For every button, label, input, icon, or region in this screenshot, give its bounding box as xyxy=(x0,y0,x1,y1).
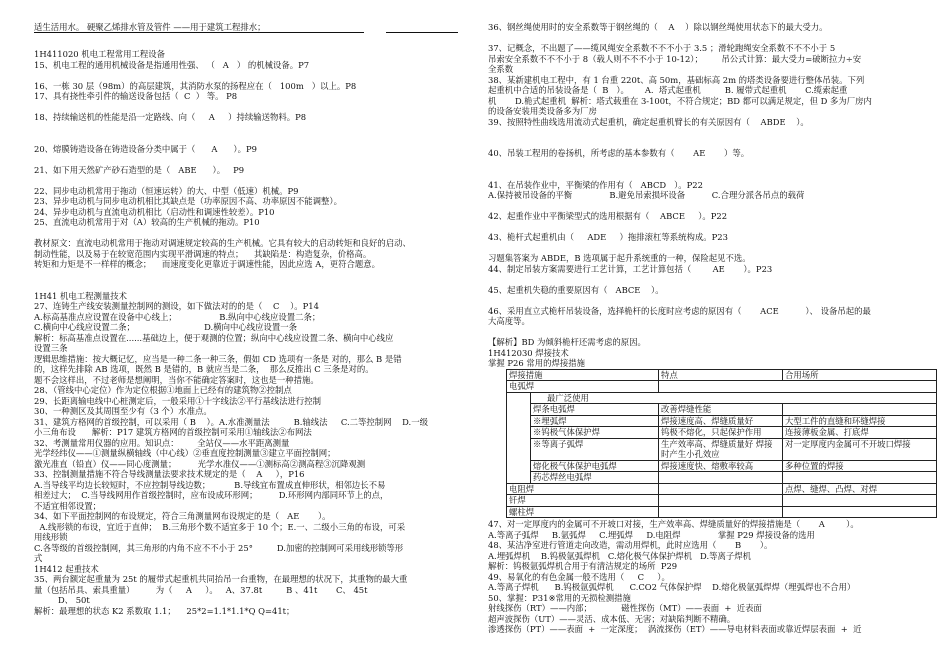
table-cell-method: ※等离子弧焊 xyxy=(531,438,659,460)
text-line xyxy=(488,243,928,254)
text-line xyxy=(34,39,472,50)
text-line: 33、控制测量措施不符合导线测量法要求技术规定的是（ A ），P16 xyxy=(34,469,305,479)
text-line: 渗透探伤（PT）——表面 + 一定深度； 涡流探伤（ET）——导电材料表面或靠近焊层表面 + 近 xyxy=(488,624,862,634)
text-line: 22、同步电动机常用于拖动（恒速运转）的大、中型（低速）机械。P9 xyxy=(34,185,299,196)
header-underline-short xyxy=(386,32,458,33)
text-line: 40、吊装工程用的卷扬机，所考虑的基本参数有（ AE ）等。 xyxy=(488,148,750,158)
text-line xyxy=(34,123,472,134)
text-line: 小三角布设 解析：P17 建筑方格网的首级控制可采用①轴线法②布网法 xyxy=(34,427,312,437)
table-cell-feature xyxy=(659,495,783,507)
text-line: 1H41 机电工程测量技术 xyxy=(34,290,127,301)
table-cell-feature xyxy=(659,472,783,484)
text-line xyxy=(488,222,928,233)
text-line xyxy=(34,154,472,165)
table-cell-usage xyxy=(783,506,937,518)
text-line: 34、如下平面控制网的布设规定，符合三角测量网布设规定的是（ AE ）。 xyxy=(34,511,331,521)
text-line: 30、一种测区及其周围至少有（3 个）水准点。 xyxy=(34,406,212,416)
table-cell-usage xyxy=(783,472,937,484)
table-cell-usage xyxy=(783,495,937,507)
text-line xyxy=(488,295,928,306)
text-line: A.线形锁的布设，宜近于直伸； B.三角形个数不适宜多于 10 个；E.一、二级小三角的布设，可采 xyxy=(34,521,406,532)
text-line: 激光准直（铅直）仪——同心度测量； 光学水准仪——①测标高②测高程③沉降观测 xyxy=(34,458,366,469)
text-line: C.横向中心线应设置二条； D.横向中心线应设置一条 xyxy=(34,322,297,332)
text-line: 的设备安装用类设备多为厂房 xyxy=(488,106,597,116)
text-line: 46、采用直立式桅杆吊装设备，选择桅杆的长度时应考虑的原因有（ ACE ）、 设备吊起的最 xyxy=(488,305,871,316)
text-line: 不适宜相邻设置； xyxy=(34,500,101,511)
text-line xyxy=(34,270,472,281)
text-line: 式 xyxy=(34,553,43,563)
text-line xyxy=(488,274,928,285)
text-line: A.标高基准点应设置在设备中心线上； B.纵向中心线应设置二条； xyxy=(34,311,321,322)
text-line: 全系数 xyxy=(488,64,514,74)
text-line: 23、异步电动机与同步电动机相比其缺点是（功率原因不高、功率原因不能调整）。 xyxy=(34,196,342,206)
table-header-row xyxy=(507,369,937,381)
text-line: 教材原文：直流电动机常用于拖动对调速规定较高的生产机械。它具有较大的启动转矩和良好的启动、 xyxy=(34,238,411,248)
table-cell-method: 电弧焊 xyxy=(507,381,659,393)
text-line xyxy=(488,138,928,149)
text-line: 题不会这样出，不过老师是想阐明，当你不能确定答案时，这也是一种措施。 xyxy=(34,374,319,385)
text-line: 光学经纬仪——①测量纵横轴线（中心线）②垂直度控制测量③建立平面控制网； xyxy=(34,448,336,458)
table-cell-feature: 焊接速度快、熔敷率较高 xyxy=(659,460,783,472)
text-line: 42、起重作业中平衡梁型式的选用根据有（ ABCE ）。P22 xyxy=(488,211,728,221)
text-line: A.当导线平均边长较短时，不应控制导线边数； B.导线宜布置成直伸形状，相邻边长不易 xyxy=(34,479,386,490)
table-header-cell: 合用场所 xyxy=(783,369,937,381)
text-line: 35、两台额定起重量为 25t 的履带式起重机共同抬吊一台重物，在最理想的状况下，其重物的最大重 xyxy=(34,574,408,584)
table-cell-usage: 连接薄板金属、打底焊 xyxy=(783,427,937,439)
text-line: 18、持续输送机的性能是沿一定路线、向（ A ）持续输送物料。P8 xyxy=(34,112,307,122)
text-line: 转矩和力矩是不一样样的概念； 而速度变化更靠近于调速性能，因此应选 A，更符合题意。 xyxy=(34,259,380,269)
text-line: 43、桅杆式起重机由（ ADE ）拖排滚杠等系统构成。P23 xyxy=(488,232,728,242)
text-line: 38、某新建机电工程中，有 1 台重 220t、高 50m，基础标高 2m 的塔类设备要进行整体吊装。下列 xyxy=(488,74,865,85)
text-line: A.等离子弧焊 B.氩弧焊 C.埋弧焊 D.电阻焊 掌握 P29 焊接设备的选用 xyxy=(488,529,815,540)
text-line: 量（包括吊具、索具重量） 为（ A ）。 A、37.8t B 、41t C、 45t xyxy=(34,584,368,595)
text-line xyxy=(488,127,928,138)
text-line: 解析：钨极氩弧焊机合用于有清洁规定的场所 P29 xyxy=(488,561,678,571)
table-cell-usage: 点焊、缝焊、凸焊、对焊 xyxy=(783,483,937,495)
right-text-block-top xyxy=(488,22,928,369)
text-line: A.等离子焊机 B.钨极氩弧焊机 C.CO2 气体保护焊 D.熔化极氩弧焊焊（埋弧焊也不合用） xyxy=(488,582,856,592)
text-line: 32、考测量常用仪器的应用。知识点： 全站仪——水平距离测量 xyxy=(34,437,290,448)
table-cell-method: ※钨极气体保护焊 xyxy=(531,427,659,439)
text-line: 习题集答案为 ABDE，B 选项属于起升系统重的一种，保险起见不选。 xyxy=(488,253,751,263)
table-row xyxy=(507,460,937,472)
table-cell-note: 最广泛使用 xyxy=(531,392,937,404)
text-line: 解析：标高基准点设置在......基础边上，便于观测的位置；纵向中心线应设置二条、横向中心线应 xyxy=(34,332,394,343)
table-cell-method: 电阻焊 xyxy=(507,483,659,495)
text-line: 1H412 起重技术 xyxy=(34,563,99,574)
text-line xyxy=(488,201,928,212)
text-line: 15、机电工程的通用机械设备是指通用性强、 （ A ） 的机械设备。P7 xyxy=(34,59,310,70)
table-header-cell: 焊接措施 xyxy=(507,369,659,381)
table-cell-method: 熔化极气体保护电弧焊 xyxy=(531,460,659,472)
text-line: 39、按照特性曲线选用流动式起重机，确定起重机臂长的有关原因有（ ABDE ）。 xyxy=(488,116,809,127)
text-line: A.埋弧焊机 B.钨极氩弧焊机 C.熔化极气体保护焊机 D.等离子焊机 xyxy=(488,550,751,561)
text-line: 的，这样先排除 AB 选项，既然 B 是错的，B 就应当是二条， 那么反推出 C 三条是对的。 xyxy=(34,364,374,374)
text-line: 机 D.桅式起重机 解析：塔式载重在 3-100t，不符合规定；BD 都可以满足规定，但 D 多为厂房内 xyxy=(488,95,872,106)
text-line: 1H411020 机电工程常用工程设备 xyxy=(34,49,166,59)
text-line: 超声波探伤（UT）——灵活、成本低、无害；对缺陷判断不精确。 xyxy=(488,613,736,624)
text-line: 50、掌握：P31※常用的无损检测措施 xyxy=(488,592,631,603)
text-line: 17、具有挠性牵引件的输送设备包括（ C ） 等。 P8 xyxy=(34,91,238,101)
text-line: 47、对一定厚度内的金属可不开坡口对接，生产效率高、焊缝质量好的焊接措施是（ A ）。 xyxy=(488,519,859,529)
table-cell-method: 钎焊 xyxy=(507,495,659,507)
table-cell-usage: 多种位置的焊接 xyxy=(783,460,937,472)
text-line: A.保持被吊设备的平衡 B.避免吊索损坏设备 C.合理分派各吊点的载荷 xyxy=(488,190,805,200)
text-line: 48、某洁净室进行管道走向改造，需动用焊机，此时应选用（ B ）。 xyxy=(488,540,773,550)
text-line xyxy=(488,159,928,170)
table-row xyxy=(507,506,937,518)
table-row xyxy=(507,404,937,416)
text-line: 45、起重机失稳的重要原因有（ ABCE ）。 xyxy=(488,284,664,295)
text-line xyxy=(34,280,472,291)
text-line: 制动性能，以及易于在较宽范围内实现平滑调速的特点； 其缺陷是：构造复杂，价格高。 xyxy=(34,248,372,259)
table-row xyxy=(507,483,937,495)
text-line: 31、建筑方格网的首级控制，可以采用（ B ）。A.水准测量法 B.轴线法 C.二等控制网 D.一级 xyxy=(34,416,428,427)
text-line xyxy=(488,327,928,338)
header-underline xyxy=(34,32,364,33)
table-cell-method: 螺柱焊 xyxy=(507,506,659,518)
table-cell-method: 药芯焊丝电弧焊 xyxy=(531,472,659,484)
text-line: 49、易氧化的有色金属一般不选用（ C ）。 xyxy=(488,571,670,582)
table-row xyxy=(507,381,937,393)
text-line: 37、记概念，不出题了——缆风绳安全系数不不不小于 3.5 ；滑轮跑绳安全系数不不不小于 5 xyxy=(488,43,836,53)
text-line: 36、钢丝绳使用时的安全系数等于钢丝绳的（ A ）除以钢丝绳使用状态下的最大受力。 xyxy=(488,22,828,32)
text-line: 起重机中合适的吊装设备是（ B ）。 A. 塔式起重机 B. 履带式起重机 C.缆索起重 xyxy=(488,85,848,95)
table-cell-usage: 大型工件的直缝和环缝焊接 xyxy=(783,415,937,427)
table-cell-feature xyxy=(659,483,783,495)
text-line: 逻辑思维措施：按大概记忆，应当是一种二条一种三条，假如 CD 选项有一条是 对的，那么 B 是错 xyxy=(34,353,402,364)
text-line xyxy=(34,133,472,144)
text-line: 射线探伤（RT）——内部； 磁性探伤（MT）——表面 + 近表面 xyxy=(488,603,762,613)
text-line: 用线形锁 xyxy=(34,532,68,542)
text-line xyxy=(34,175,472,186)
table-row xyxy=(507,438,937,460)
text-line: 相差过大； C.当导线网用作首级控制时，应布设成环形网； D.环形网内部同环节上的点， xyxy=(34,490,389,500)
right-column xyxy=(488,0,928,635)
text-line: D、 50t xyxy=(34,595,90,605)
text-line: 21、如下用天然矿产砂石造型的是（ ABE ）。 P9 xyxy=(34,164,245,175)
table-row xyxy=(507,495,937,507)
table-cell-usage xyxy=(783,404,937,416)
text-line xyxy=(488,33,928,44)
table-cell-feature: 生产效率高、焊缝质量好 焊接时产生小孔效应 xyxy=(659,438,783,460)
text-line: 41、在吊装作业中，平衡梁的作用有（ ABCD ）。P22 xyxy=(488,179,703,190)
welding-methods-table xyxy=(506,369,937,519)
text-line: 24、异步电动机与直流电动机相比（启动性和调速性较差）。P10 xyxy=(34,206,275,217)
table-row xyxy=(507,427,937,439)
text-line: 设置三条 xyxy=(34,343,68,353)
text-line xyxy=(488,169,928,180)
text-line: 大高度等。 xyxy=(488,316,530,326)
left-column xyxy=(34,0,472,616)
text-line: 1H412030 焊接技术 xyxy=(488,347,569,358)
text-line: 20、熔膜铸造设备在铸造设备分类中属于（ A ）。P9 xyxy=(34,143,257,154)
table-cell-method: ※埋弧焊 xyxy=(531,415,659,427)
table-cell-feature xyxy=(659,506,783,518)
right-text-block-bottom xyxy=(488,519,928,635)
table-cell-feature: 焊接速度高、焊缝质量好 xyxy=(659,415,783,427)
text-line: 掌握 P26 常用的焊接措施 xyxy=(488,358,585,368)
text-line: 吊索安全系数不不不小于 8（载人则不不不小于 10-12）； 吊公式计算：最大受力=破断拉力÷安 xyxy=(488,53,862,64)
page-header xyxy=(34,0,472,32)
text-line: 解析：最理想的状态 K2 系数取 1.1； 25*2=1.1*1.1*Q Q=41t； xyxy=(34,605,295,616)
table-cell-feature: 改善焊缝性能 xyxy=(659,404,783,416)
table-cell-feature: 钨极不熔化，只起保护作用 xyxy=(659,427,783,439)
text-line: 29、长距离输电线中心桩测定后，一般采用①十字线法②平行基线法进行控制 xyxy=(34,395,322,406)
text-line: 28、（管线中心定位）作为定位根据①地面上已经有的建筑物②控制点 xyxy=(34,385,292,395)
table-header-cell: 特点 xyxy=(659,369,783,381)
text-line: 16、一栋 30 层（98m）的高层建筑，其消防水泵的扬程应在（ 100m ）以上。P8 xyxy=(34,80,357,91)
text-line: 27、连铸生产线安装测量控制网的测设，如下做法对的的是（ C ）。P14 xyxy=(34,301,319,311)
text-line xyxy=(34,102,472,113)
left-text-block xyxy=(34,28,472,616)
table-row xyxy=(507,392,937,404)
table-cell-method: 焊条电弧焊 xyxy=(531,404,659,416)
header-text: 适生活用水。 硬聚乙烯排水管及管件 ——用于建筑工程排水； xyxy=(34,22,266,32)
table-row xyxy=(507,472,937,484)
text-line: 25、直流电动机常用于对（A）较高的生产机械的拖动。P10 xyxy=(34,217,260,227)
text-line xyxy=(34,70,472,81)
table-cell-usage: 对一定厚度内金属可不开坡口焊接 xyxy=(783,438,937,460)
text-line xyxy=(34,228,472,239)
text-line: 【解析】BD 为倾斜桅杆还需考虑的原因。 xyxy=(488,337,646,347)
text-line: C.各等级的首级控制网，其三角形的内角不应不不小于 25° D.加密的控制网可采用线形锁等形 xyxy=(34,542,404,553)
table-row xyxy=(507,415,937,427)
text-line: 44、制定吊装方案需要进行工艺计算，工艺计算包括（ AE ）。P23 xyxy=(488,263,773,274)
